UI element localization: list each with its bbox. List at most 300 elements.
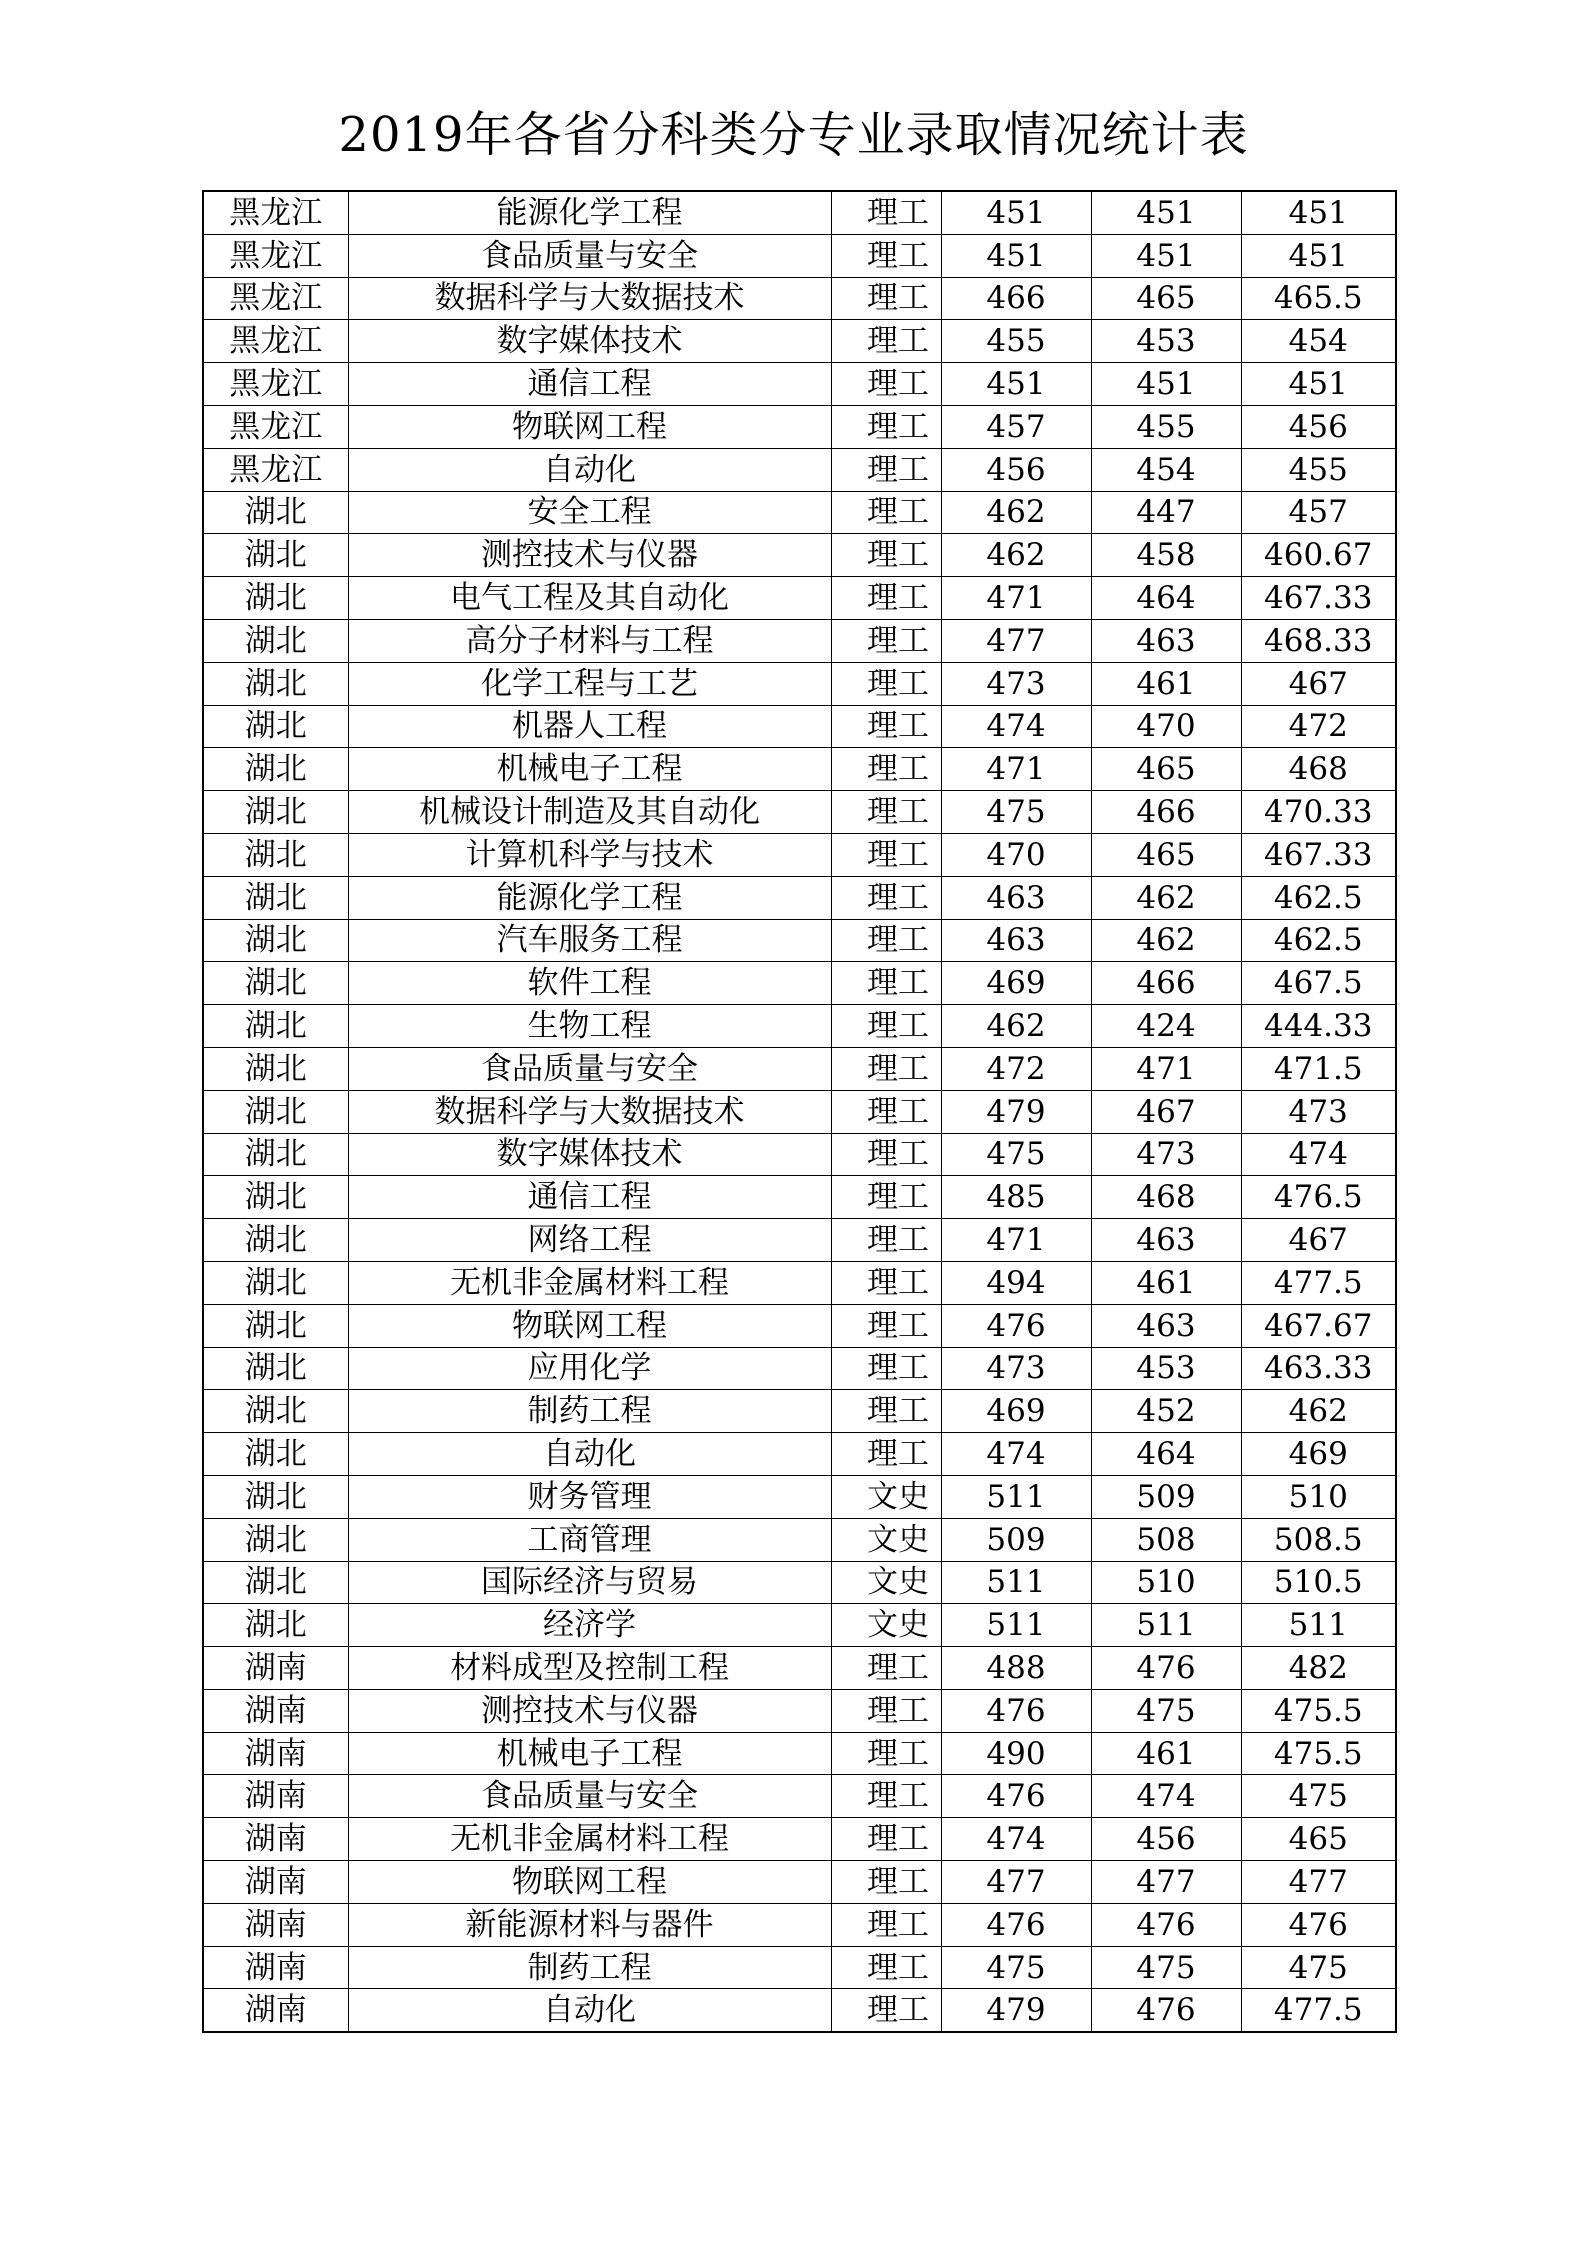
province-cell: 湖北 [203,919,348,962]
province-cell: 湖南 [203,1732,348,1775]
category-cell: 理工 [831,705,941,748]
min-score-cell: 461 [1091,1261,1241,1304]
avg-score-cell: 469 [1241,1433,1396,1476]
category-cell: 理工 [831,405,941,448]
avg-score-cell: 476.5 [1241,1176,1396,1219]
province-cell: 黑龙江 [203,234,348,277]
max-score-cell: 511 [941,1475,1091,1518]
major-cell: 机械设计制造及其自动化 [348,791,831,834]
major-cell: 物联网工程 [348,1304,831,1347]
avg-score-cell: 472 [1241,705,1396,748]
max-score-cell: 469 [941,962,1091,1005]
table-row [203,1946,1396,1989]
avg-score-cell: 508.5 [1241,1518,1396,1561]
avg-score-cell: 475 [1241,1946,1396,1989]
min-score-cell: 461 [1091,1732,1241,1775]
min-score-cell: 454 [1091,448,1241,491]
avg-score-cell: 465.5 [1241,277,1396,320]
category-cell: 理工 [831,1647,941,1690]
major-cell: 食品质量与安全 [348,1775,831,1818]
major-cell: 数据科学与大数据技术 [348,1090,831,1133]
max-score-cell: 451 [941,234,1091,277]
max-score-cell: 479 [941,1090,1091,1133]
max-score-cell: 472 [941,1047,1091,1090]
max-score-cell: 476 [941,1903,1091,1946]
major-cell: 无机非金属材料工程 [348,1261,831,1304]
max-score-cell: 471 [941,748,1091,791]
min-score-cell: 465 [1091,277,1241,320]
min-score-cell: 461 [1091,662,1241,705]
max-score-cell: 469 [941,1390,1091,1433]
table-row [203,1390,1396,1433]
category-cell: 理工 [831,1861,941,1904]
min-score-cell: 476 [1091,1989,1241,2032]
avg-score-cell: 451 [1241,191,1396,234]
avg-score-cell: 454 [1241,320,1396,363]
min-score-cell: 473 [1091,1133,1241,1176]
min-score-cell: 451 [1091,191,1241,234]
min-score-cell: 453 [1091,1347,1241,1390]
category-cell: 理工 [831,234,941,277]
category-cell: 理工 [831,534,941,577]
min-score-cell: 463 [1091,1219,1241,1262]
province-cell: 湖北 [203,1347,348,1390]
avg-score-cell: 476 [1241,1903,1396,1946]
category-cell: 理工 [831,1903,941,1946]
min-score-cell: 475 [1091,1689,1241,1732]
table-row [203,1903,1396,1946]
min-score-cell: 447 [1091,491,1241,534]
major-cell: 自动化 [348,448,831,491]
max-score-cell: 477 [941,619,1091,662]
avg-score-cell: 456 [1241,405,1396,448]
province-cell: 黑龙江 [203,277,348,320]
category-cell: 理工 [831,363,941,406]
province-cell: 湖北 [203,1390,348,1433]
max-score-cell: 474 [941,705,1091,748]
major-cell: 汽车服务工程 [348,919,831,962]
table-row [203,363,1396,406]
major-cell: 安全工程 [348,491,831,534]
province-cell: 湖北 [203,876,348,919]
max-score-cell: 455 [941,320,1091,363]
major-cell: 通信工程 [348,1176,831,1219]
min-score-cell: 464 [1091,577,1241,620]
category-cell: 理工 [831,1304,941,1347]
max-score-cell: 462 [941,1005,1091,1048]
table-row [203,1647,1396,1690]
major-cell: 食品质量与安全 [348,1047,831,1090]
category-cell: 文史 [831,1561,941,1604]
province-cell: 湖北 [203,1176,348,1219]
max-score-cell: 494 [941,1261,1091,1304]
min-score-cell: 465 [1091,833,1241,876]
admission-table [202,190,1397,2033]
avg-score-cell: 510.5 [1241,1561,1396,1604]
province-cell: 黑龙江 [203,191,348,234]
table-row [203,1347,1396,1390]
category-cell: 理工 [831,320,941,363]
avg-score-cell: 475.5 [1241,1689,1396,1732]
avg-score-cell: 471.5 [1241,1047,1396,1090]
min-score-cell: 463 [1091,619,1241,662]
major-cell: 电气工程及其自动化 [348,577,831,620]
max-score-cell: 473 [941,662,1091,705]
max-score-cell: 470 [941,833,1091,876]
avg-score-cell: 482 [1241,1647,1396,1690]
max-score-cell: 451 [941,363,1091,406]
major-cell: 机器人工程 [348,705,831,748]
max-score-cell: 451 [941,191,1091,234]
province-cell: 湖北 [203,962,348,1005]
table-row [203,1219,1396,1262]
avg-score-cell: 467 [1241,1219,1396,1262]
major-cell: 网络工程 [348,1219,831,1262]
min-score-cell: 466 [1091,791,1241,834]
max-score-cell: 475 [941,791,1091,834]
table-body [203,191,1396,2032]
min-score-cell: 508 [1091,1518,1241,1561]
avg-score-cell: 460.67 [1241,534,1396,577]
category-cell: 理工 [831,1219,941,1262]
province-cell: 湖北 [203,1561,348,1604]
min-score-cell: 471 [1091,1047,1241,1090]
table-row [203,405,1396,448]
province-cell: 湖南 [203,1775,348,1818]
major-cell: 物联网工程 [348,1861,831,1904]
major-cell: 新能源材料与器件 [348,1903,831,1946]
avg-score-cell: 475 [1241,1775,1396,1818]
province-cell: 湖南 [203,1818,348,1861]
table-row [203,1989,1396,2032]
table-row [203,1732,1396,1775]
min-score-cell: 475 [1091,1946,1241,1989]
major-cell: 软件工程 [348,962,831,1005]
province-cell: 湖北 [203,1518,348,1561]
min-score-cell: 476 [1091,1903,1241,1946]
min-score-cell: 424 [1091,1005,1241,1048]
table-row [203,1005,1396,1048]
table-row [203,1133,1396,1176]
page-title: 2019年各省分科类分专业录取情况统计表 [338,107,1249,163]
major-cell: 生物工程 [348,1005,831,1048]
avg-score-cell: 477.5 [1241,1261,1396,1304]
avg-score-cell: 465 [1241,1818,1396,1861]
min-score-cell: 462 [1091,919,1241,962]
max-score-cell: 476 [941,1689,1091,1732]
major-cell: 机械电子工程 [348,1732,831,1775]
min-score-cell: 455 [1091,405,1241,448]
max-score-cell: 466 [941,277,1091,320]
min-score-cell: 510 [1091,1561,1241,1604]
max-score-cell: 474 [941,1433,1091,1476]
table-row [203,919,1396,962]
avg-score-cell: 470.33 [1241,791,1396,834]
table-row [203,1176,1396,1219]
max-score-cell: 463 [941,919,1091,962]
province-cell: 湖南 [203,1903,348,1946]
avg-score-cell: 451 [1241,363,1396,406]
province-cell: 湖北 [203,1433,348,1476]
avg-score-cell: 455 [1241,448,1396,491]
category-cell: 理工 [831,748,941,791]
category-cell: 文史 [831,1604,941,1647]
max-score-cell: 456 [941,448,1091,491]
table-row [203,1689,1396,1732]
table-row [203,1604,1396,1647]
min-score-cell: 511 [1091,1604,1241,1647]
major-cell: 财务管理 [348,1475,831,1518]
category-cell: 理工 [831,1347,941,1390]
avg-score-cell: 463.33 [1241,1347,1396,1390]
max-score-cell: 479 [941,1989,1091,2032]
table-row [203,748,1396,791]
table-row [203,662,1396,705]
major-cell: 经济学 [348,1604,831,1647]
major-cell: 机械电子工程 [348,748,831,791]
max-score-cell: 511 [941,1604,1091,1647]
category-cell: 理工 [831,919,941,962]
table-row [203,1518,1396,1561]
category-cell: 理工 [831,1946,941,1989]
max-score-cell: 463 [941,876,1091,919]
max-score-cell: 457 [941,405,1091,448]
table-row [203,962,1396,1005]
province-cell: 湖北 [203,662,348,705]
min-score-cell: 476 [1091,1647,1241,1690]
major-cell: 无机非金属材料工程 [348,1818,831,1861]
min-score-cell: 451 [1091,363,1241,406]
table-row [203,320,1396,363]
category-cell: 理工 [831,619,941,662]
max-score-cell: 475 [941,1946,1091,1989]
province-cell: 黑龙江 [203,320,348,363]
table-row [203,1304,1396,1347]
category-cell: 理工 [831,1732,941,1775]
major-cell: 能源化学工程 [348,191,831,234]
category-cell: 理工 [831,448,941,491]
province-cell: 湖北 [203,705,348,748]
category-cell: 理工 [831,1818,941,1861]
max-score-cell: 511 [941,1561,1091,1604]
province-cell: 湖北 [203,1090,348,1133]
min-score-cell: 470 [1091,705,1241,748]
table-row [203,191,1396,234]
avg-score-cell: 467.5 [1241,962,1396,1005]
province-cell: 湖北 [203,534,348,577]
province-cell: 黑龙江 [203,448,348,491]
category-cell: 理工 [831,962,941,1005]
province-cell: 湖北 [203,1133,348,1176]
table-row [203,491,1396,534]
max-score-cell: 462 [941,534,1091,577]
avg-score-cell: 475.5 [1241,1732,1396,1775]
table-row [203,1047,1396,1090]
avg-score-cell: 477 [1241,1861,1396,1904]
major-cell: 高分子材料与工程 [348,619,831,662]
max-score-cell: 462 [941,491,1091,534]
category-cell: 理工 [831,1989,941,2032]
province-cell: 湖北 [203,833,348,876]
avg-score-cell: 477.5 [1241,1989,1396,2032]
max-score-cell: 509 [941,1518,1091,1561]
avg-score-cell: 462 [1241,1390,1396,1433]
avg-score-cell: 462.5 [1241,919,1396,962]
max-score-cell: 476 [941,1775,1091,1818]
max-score-cell: 474 [941,1818,1091,1861]
table-row [203,1090,1396,1133]
province-cell: 湖北 [203,1261,348,1304]
min-score-cell: 456 [1091,1818,1241,1861]
category-cell: 理工 [831,876,941,919]
min-score-cell: 463 [1091,1304,1241,1347]
category-cell: 理工 [831,1390,941,1433]
table-row [203,619,1396,662]
avg-score-cell: 467.33 [1241,577,1396,620]
category-cell: 理工 [831,791,941,834]
major-cell: 工商管理 [348,1518,831,1561]
category-cell: 理工 [831,277,941,320]
max-score-cell: 473 [941,1347,1091,1390]
min-score-cell: 466 [1091,962,1241,1005]
table-row [203,833,1396,876]
major-cell: 自动化 [348,1989,831,2032]
major-cell: 应用化学 [348,1347,831,1390]
province-cell: 湖南 [203,1861,348,1904]
table-row [203,876,1396,919]
avg-score-cell: 468.33 [1241,619,1396,662]
category-cell: 理工 [831,491,941,534]
table-row [203,1561,1396,1604]
avg-score-cell: 511 [1241,1604,1396,1647]
category-cell: 理工 [831,1176,941,1219]
province-cell: 湖北 [203,748,348,791]
avg-score-cell: 467.67 [1241,1304,1396,1347]
min-score-cell: 468 [1091,1176,1241,1219]
category-cell: 理工 [831,191,941,234]
province-cell: 湖北 [203,1475,348,1518]
province-cell: 湖南 [203,1647,348,1690]
avg-score-cell: 462.5 [1241,876,1396,919]
max-score-cell: 471 [941,1219,1091,1262]
table-row [203,1861,1396,1904]
min-score-cell: 474 [1091,1775,1241,1818]
min-score-cell: 465 [1091,748,1241,791]
province-cell: 黑龙江 [203,363,348,406]
max-score-cell: 485 [941,1176,1091,1219]
max-score-cell: 477 [941,1861,1091,1904]
province-cell: 湖北 [203,791,348,834]
major-cell: 数字媒体技术 [348,1133,831,1176]
table-row [203,577,1396,620]
major-cell: 材料成型及控制工程 [348,1647,831,1690]
table-row [203,1261,1396,1304]
table-row [203,1818,1396,1861]
min-score-cell: 462 [1091,876,1241,919]
major-cell: 测控技术与仪器 [348,1689,831,1732]
min-score-cell: 464 [1091,1433,1241,1476]
category-cell: 理工 [831,833,941,876]
major-cell: 测控技术与仪器 [348,534,831,577]
min-score-cell: 451 [1091,234,1241,277]
avg-score-cell: 467 [1241,662,1396,705]
table-row [203,534,1396,577]
table-row [203,448,1396,491]
avg-score-cell: 474 [1241,1133,1396,1176]
province-cell: 湖北 [203,577,348,620]
province-cell: 湖南 [203,1689,348,1732]
min-score-cell: 458 [1091,534,1241,577]
major-cell: 自动化 [348,1433,831,1476]
category-cell: 理工 [831,1775,941,1818]
avg-score-cell: 457 [1241,491,1396,534]
province-cell: 湖北 [203,619,348,662]
category-cell: 理工 [831,1133,941,1176]
major-cell: 制药工程 [348,1390,831,1433]
major-cell: 食品质量与安全 [348,234,831,277]
major-cell: 数字媒体技术 [348,320,831,363]
max-score-cell: 475 [941,1133,1091,1176]
avg-score-cell: 473 [1241,1090,1396,1133]
province-cell: 湖北 [203,1005,348,1048]
major-cell: 计算机科学与技术 [348,833,831,876]
province-cell: 湖北 [203,1304,348,1347]
table-row [203,1775,1396,1818]
avg-score-cell: 451 [1241,234,1396,277]
avg-score-cell: 468 [1241,748,1396,791]
table-row [203,1433,1396,1476]
category-cell: 文史 [831,1475,941,1518]
major-cell: 制药工程 [348,1946,831,1989]
min-score-cell: 509 [1091,1475,1241,1518]
avg-score-cell: 510 [1241,1475,1396,1518]
min-score-cell: 467 [1091,1090,1241,1133]
category-cell: 理工 [831,662,941,705]
min-score-cell: 453 [1091,320,1241,363]
max-score-cell: 490 [941,1732,1091,1775]
province-cell: 黑龙江 [203,405,348,448]
category-cell: 文史 [831,1518,941,1561]
min-score-cell: 452 [1091,1390,1241,1433]
major-cell: 能源化学工程 [348,876,831,919]
table-row [203,791,1396,834]
table-row [203,705,1396,748]
major-cell: 通信工程 [348,363,831,406]
max-score-cell: 488 [941,1647,1091,1690]
avg-score-cell: 467.33 [1241,833,1396,876]
category-cell: 理工 [831,1005,941,1048]
table-row [203,1475,1396,1518]
province-cell: 湖南 [203,1989,348,2032]
table-row [203,234,1396,277]
category-cell: 理工 [831,577,941,620]
province-cell: 湖北 [203,491,348,534]
province-cell: 湖北 [203,1047,348,1090]
table-row [203,277,1396,320]
max-score-cell: 476 [941,1304,1091,1347]
category-cell: 理工 [831,1047,941,1090]
major-cell: 数据科学与大数据技术 [348,277,831,320]
province-cell: 湖南 [203,1946,348,1989]
province-cell: 湖北 [203,1604,348,1647]
category-cell: 理工 [831,1261,941,1304]
category-cell: 理工 [831,1689,941,1732]
max-score-cell: 471 [941,577,1091,620]
province-cell: 湖北 [203,1219,348,1262]
major-cell: 物联网工程 [348,405,831,448]
category-cell: 理工 [831,1090,941,1133]
avg-score-cell: 444.33 [1241,1005,1396,1048]
